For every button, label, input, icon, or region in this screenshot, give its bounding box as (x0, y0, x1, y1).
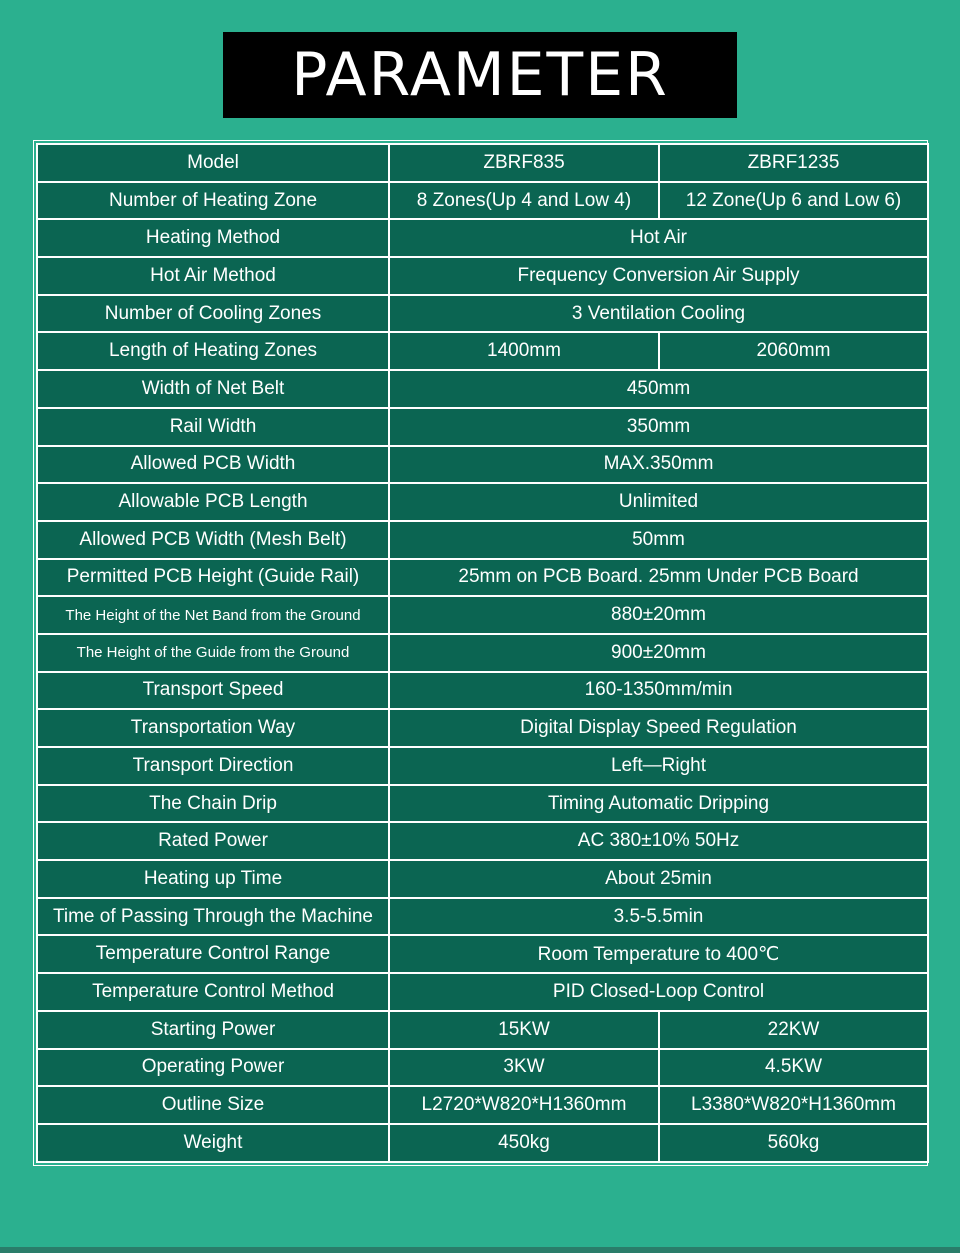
param-label: Model (37, 144, 389, 182)
param-label: Time of Passing Through the Machine (37, 898, 389, 936)
table-row (37, 257, 928, 295)
param-label: Rated Power (37, 822, 389, 860)
table-row (37, 1124, 928, 1162)
table-row (37, 295, 928, 333)
param-label: Allowed PCB Width (Mesh Belt) (37, 521, 389, 559)
param-label: Weight (37, 1124, 389, 1162)
title-banner (223, 32, 737, 118)
table-row (37, 1049, 928, 1087)
param-label: Width of Net Belt (37, 370, 389, 408)
param-label: The Height of the Net Band from the Ground (37, 596, 389, 634)
table-row (37, 521, 928, 559)
table-row (37, 747, 928, 785)
param-label: Number of Cooling Zones (37, 295, 389, 333)
param-value: Unlimited (389, 483, 928, 521)
param-value-zbrf835: 1400mm (389, 332, 659, 370)
param-label: Hot Air Method (37, 257, 389, 295)
table-row (37, 672, 928, 710)
param-label: Outline Size (37, 1086, 389, 1124)
param-value: About 25min (389, 860, 928, 898)
param-label: Heating Method (37, 219, 389, 257)
param-value-zbrf1235: ZBRF1235 (659, 144, 928, 182)
table-row (37, 935, 928, 973)
table-row (37, 860, 928, 898)
table-row (37, 596, 928, 634)
param-value: AC 380±10% 50Hz (389, 822, 928, 860)
table-row (37, 1011, 928, 1049)
param-value: Timing Automatic Dripping (389, 785, 928, 823)
table-row (37, 1086, 928, 1124)
param-value-zbrf835: 3KW (389, 1049, 659, 1087)
param-value: 450mm (389, 370, 928, 408)
param-value: 3.5-5.5min (389, 898, 928, 936)
parameter-table-body (37, 144, 928, 1162)
param-label: Rail Width (37, 408, 389, 446)
param-value: Digital Display Speed Regulation (389, 709, 928, 747)
param-value: PID Closed-Loop Control (389, 973, 928, 1011)
param-value-zbrf1235: 12 Zone(Up 6 and Low 6) (659, 182, 928, 220)
page-title: PARAMETER (291, 40, 669, 110)
param-label: The Height of the Guide from the Ground (37, 634, 389, 672)
param-value: 160-1350mm/min (389, 672, 928, 710)
table-row (37, 219, 928, 257)
table-row (37, 182, 928, 220)
table-row (37, 559, 928, 597)
param-label: Temperature Control Method (37, 973, 389, 1011)
param-value-zbrf835: 450kg (389, 1124, 659, 1162)
param-label: Allowed PCB Width (37, 446, 389, 484)
param-label: Operating Power (37, 1049, 389, 1087)
bottom-divider (0, 1247, 960, 1253)
param-label: Transport Speed (37, 672, 389, 710)
param-value-zbrf835: 15KW (389, 1011, 659, 1049)
param-label: Starting Power (37, 1011, 389, 1049)
table-row (37, 370, 928, 408)
param-value-zbrf835: L2720*W820*H1360mm (389, 1086, 659, 1124)
param-label: Allowable PCB Length (37, 483, 389, 521)
param-value: 3 Ventilation Cooling (389, 295, 928, 333)
param-label: Length of Heating Zones (37, 332, 389, 370)
table-row (37, 709, 928, 747)
param-label: Number of Heating Zone (37, 182, 389, 220)
param-value: Left—Right (389, 747, 928, 785)
param-value: 900±20mm (389, 634, 928, 672)
table-row (37, 483, 928, 521)
param-value: 50mm (389, 521, 928, 559)
param-value-zbrf1235: 22KW (659, 1011, 928, 1049)
param-value: 350mm (389, 408, 928, 446)
parameter-table (36, 143, 929, 1163)
param-label: Transportation Way (37, 709, 389, 747)
param-value-zbrf1235: 2060mm (659, 332, 928, 370)
table-row (37, 332, 928, 370)
param-label: The Chain Drip (37, 785, 389, 823)
param-value: Room Temperature to 400℃ (389, 935, 928, 973)
param-label: Heating up Time (37, 860, 389, 898)
param-label: Transport Direction (37, 747, 389, 785)
param-label: Temperature Control Range (37, 935, 389, 973)
table-row (37, 785, 928, 823)
table-row (37, 144, 928, 182)
table-row (37, 408, 928, 446)
table-row (37, 822, 928, 860)
param-value-zbrf835: 8 Zones(Up 4 and Low 4) (389, 182, 659, 220)
table-row (37, 973, 928, 1011)
param-value-zbrf835: ZBRF835 (389, 144, 659, 182)
param-value: 25mm on PCB Board. 25mm Under PCB Board (389, 559, 928, 597)
param-value: Frequency Conversion Air Supply (389, 257, 928, 295)
parameter-table-frame (33, 140, 928, 1166)
table-row (37, 446, 928, 484)
param-label: Permitted PCB Height (Guide Rail) (37, 559, 389, 597)
table-row (37, 898, 928, 936)
table-row (37, 634, 928, 672)
param-value-zbrf1235: 4.5KW (659, 1049, 928, 1087)
param-value-zbrf1235: L3380*W820*H1360mm (659, 1086, 928, 1124)
param-value: MAX.350mm (389, 446, 928, 484)
param-value: Hot Air (389, 219, 928, 257)
param-value-zbrf1235: 560kg (659, 1124, 928, 1162)
param-value: 880±20mm (389, 596, 928, 634)
